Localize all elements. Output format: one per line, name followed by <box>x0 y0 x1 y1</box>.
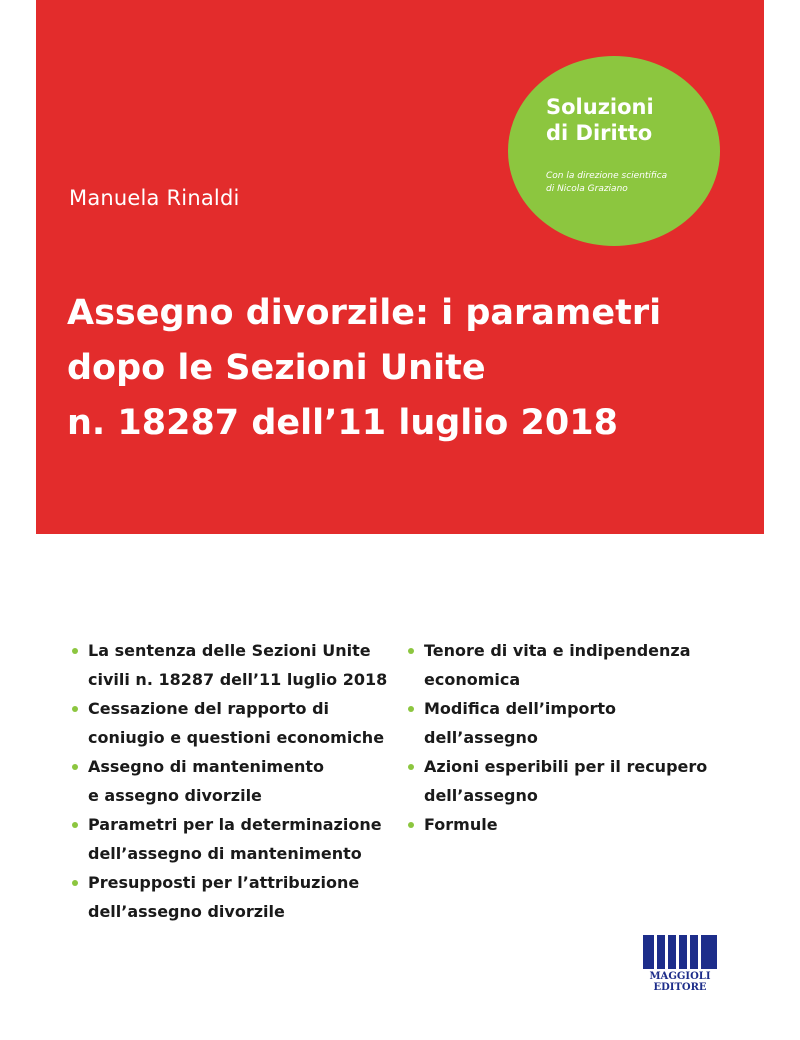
publisher-name <box>640 971 720 993</box>
series-subtitle <box>546 170 667 196</box>
topics-list-left <box>70 636 390 926</box>
series-subtitle-line-2: di Nicola Graziano <box>546 184 628 194</box>
topic-text: Modifica dell’importo dell’assegno <box>424 699 617 747</box>
book-title <box>67 286 747 451</box>
publisher-mark-icon <box>643 935 717 969</box>
topic-item <box>406 694 746 752</box>
series-title-line-2: di Diritto <box>546 121 653 145</box>
topic-item <box>70 694 390 752</box>
topic-text: La sentenza delle Sezioni Unite civili n. 18287 dell’11 luglio 2018 <box>88 641 388 689</box>
topic-text: Azioni esperibili per il recupero dell’assegno <box>424 757 708 805</box>
publisher-logo <box>640 935 720 995</box>
series-title <box>546 94 654 146</box>
topic-item <box>70 810 390 868</box>
topic-item <box>70 636 390 694</box>
topic-item <box>406 636 746 694</box>
bullet-icon <box>408 822 414 828</box>
topic-text: Cessazione del rapporto di coniugio e questioni economiche <box>88 699 385 747</box>
series-subtitle-line-1: Con la direzione scientifica <box>546 171 668 181</box>
topics-list-right <box>406 636 746 839</box>
cover-red-band <box>36 0 764 534</box>
topic-text: Assegno di mantenimento e assegno divorzile <box>88 757 324 805</box>
book-title-line-1: Assegno divorzile: i parametri <box>67 293 662 333</box>
topic-text: Presupposti per l’attribuzione dell’assegno divorzile <box>88 873 360 921</box>
bullet-icon <box>408 706 414 712</box>
topic-text: Formule <box>424 815 498 834</box>
topic-item <box>406 810 746 839</box>
topic-item <box>70 868 390 926</box>
publisher-name-line-1: MAGGIOLI <box>649 971 711 982</box>
book-cover <box>36 0 764 1040</box>
bullet-icon <box>408 764 414 770</box>
topic-text: Tenore di vita e indipendenza economica <box>424 641 691 689</box>
bullet-icon <box>72 706 78 712</box>
bullet-icon <box>408 648 414 654</box>
series-badge <box>508 56 720 246</box>
topic-text: Parametri per la determinazione dell’assegno di mantenimento <box>88 815 382 863</box>
bullet-icon <box>72 764 78 770</box>
bullet-icon <box>72 822 78 828</box>
bullet-icon <box>72 880 78 886</box>
publisher-name-line-2: EDITORE <box>653 982 707 993</box>
bullet-icon <box>72 648 78 654</box>
author-name: Manuela Rinaldi <box>69 186 240 210</box>
series-title-line-1: Soluzioni <box>546 95 654 119</box>
topic-item <box>70 752 390 810</box>
topic-item <box>406 752 746 810</box>
book-title-line-2: dopo le Sezioni Unite <box>67 348 486 388</box>
book-title-line-3: n. 18287 dell’11 luglio 2018 <box>67 403 618 443</box>
